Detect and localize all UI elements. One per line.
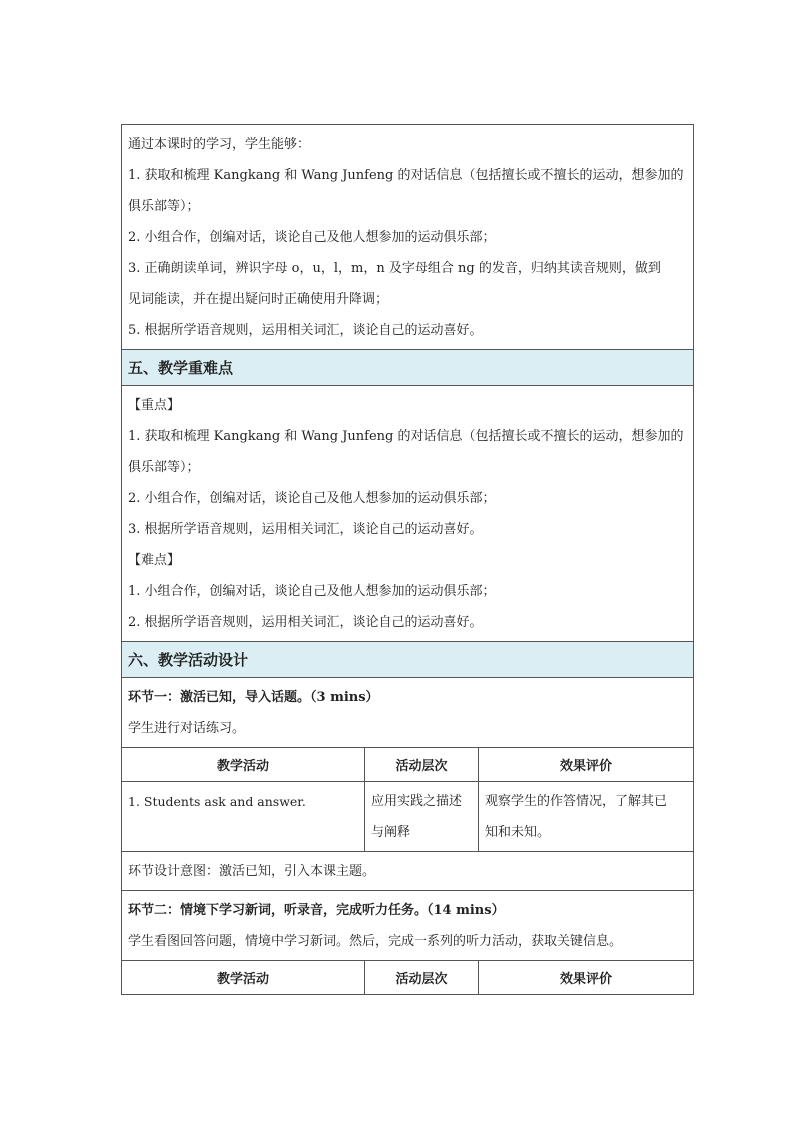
stage1-column-header-row bbox=[122, 748, 694, 782]
objective-line: 3. 正确朗读单词，辨识字母 o，u，l，m，n 及字母组合 ng 的发音，归纳其读音规则，做到 bbox=[128, 261, 661, 276]
column-header-evaluation: 效果评价 bbox=[479, 748, 694, 782]
stage1-row bbox=[122, 678, 694, 748]
stage2-column-header-row bbox=[122, 961, 694, 995]
level-cell bbox=[365, 782, 479, 852]
level-text-line: 应用实践之描述 bbox=[371, 794, 463, 809]
stage2-desc: 学生看图回答问题，情境中学习新词。然后，完成一系列的听力活动，获取关键信息。 bbox=[128, 934, 623, 949]
stage2-cell bbox=[122, 891, 694, 961]
stage1-intent-row bbox=[122, 852, 694, 891]
stage1-title: 环节一：激活已知，导入话题。（3 mins） bbox=[128, 690, 379, 705]
objectives-row bbox=[122, 125, 694, 350]
difficult-point-line: 2. 根据所学语音规则，运用相关词汇，谈论自己的运动喜好。 bbox=[128, 615, 483, 630]
section5-title: 五、教学重难点 bbox=[122, 350, 694, 386]
column-header-activity: 教学活动 bbox=[122, 748, 365, 782]
key-point-line: 3. 根据所学语音规则，运用相关词汇，谈论自己的运动喜好。 bbox=[128, 522, 483, 537]
key-point-line: 俱乐部等）； bbox=[128, 460, 200, 475]
difficult-points-label: 【难点】 bbox=[128, 553, 181, 568]
lesson-plan-table bbox=[121, 124, 694, 995]
column-header-level: 活动层次 bbox=[365, 961, 479, 995]
objective-line: 2. 小组合作，创编对话，谈论自己及他人想参加的运动俱乐部； bbox=[128, 230, 496, 245]
key-difficult-cell bbox=[122, 386, 694, 642]
column-header-level: 活动层次 bbox=[365, 748, 479, 782]
stage2-title: 环节二：情境下学习新词，听录音，完成听力任务。（14 mins） bbox=[128, 903, 505, 918]
key-point-line: 1. 获取和梳理 Kangkang 和 Wang Junfeng 的对话信息（包括擅长或不擅长的运动，想参加的 bbox=[128, 429, 684, 444]
column-header-evaluation: 效果评价 bbox=[479, 961, 694, 995]
lesson-plan-document bbox=[121, 124, 693, 995]
evaluation-text-line: 观察学生的作答情况，了解其已 bbox=[485, 794, 668, 809]
stage2-row bbox=[122, 891, 694, 961]
stage1-cell bbox=[122, 678, 694, 748]
stage1-desc: 学生进行对话练习。 bbox=[128, 721, 246, 736]
activity-cell bbox=[122, 782, 365, 852]
objectives-cell bbox=[122, 125, 694, 350]
evaluation-text-line: 知和未知。 bbox=[485, 825, 551, 840]
key-point-line: 2. 小组合作，创编对话，谈论自己及他人想参加的运动俱乐部； bbox=[128, 491, 496, 506]
objective-line: 俱乐部等）； bbox=[128, 199, 200, 214]
objectives-intro: 通过本课时的学习，学生能够： bbox=[128, 137, 311, 152]
key-points-label: 【重点】 bbox=[128, 398, 181, 413]
level-text-line: 与阐释 bbox=[371, 825, 411, 840]
difficult-point-line: 1. 小组合作，创编对话，谈论自己及他人想参加的运动俱乐部； bbox=[128, 584, 496, 599]
activity-text: 1. Students ask and answer. bbox=[128, 794, 306, 809]
key-difficult-row bbox=[122, 386, 694, 642]
section-header-row bbox=[122, 642, 694, 678]
column-header-activity: 教学活动 bbox=[122, 961, 365, 995]
stage1-intent: 环节设计意图：激活已知，引入本课主题。 bbox=[128, 864, 376, 879]
objective-line: 1. 获取和梳理 Kangkang 和 Wang Junfeng 的对话信息（包括擅长或不擅长的运动，想参加的 bbox=[128, 168, 684, 183]
section6-title: 六、教学活动设计 bbox=[122, 642, 694, 678]
stage1-activity-row bbox=[122, 782, 694, 852]
objective-line: 5. 根据所学语音规则，运用相关词汇，谈论自己的运动喜好。 bbox=[128, 323, 483, 338]
evaluation-cell bbox=[479, 782, 694, 852]
objective-line: 见词能读，并在提出疑问时正确使用升降调； bbox=[128, 292, 389, 307]
stage1-intent-cell bbox=[122, 852, 694, 891]
section-header-row bbox=[122, 350, 694, 386]
